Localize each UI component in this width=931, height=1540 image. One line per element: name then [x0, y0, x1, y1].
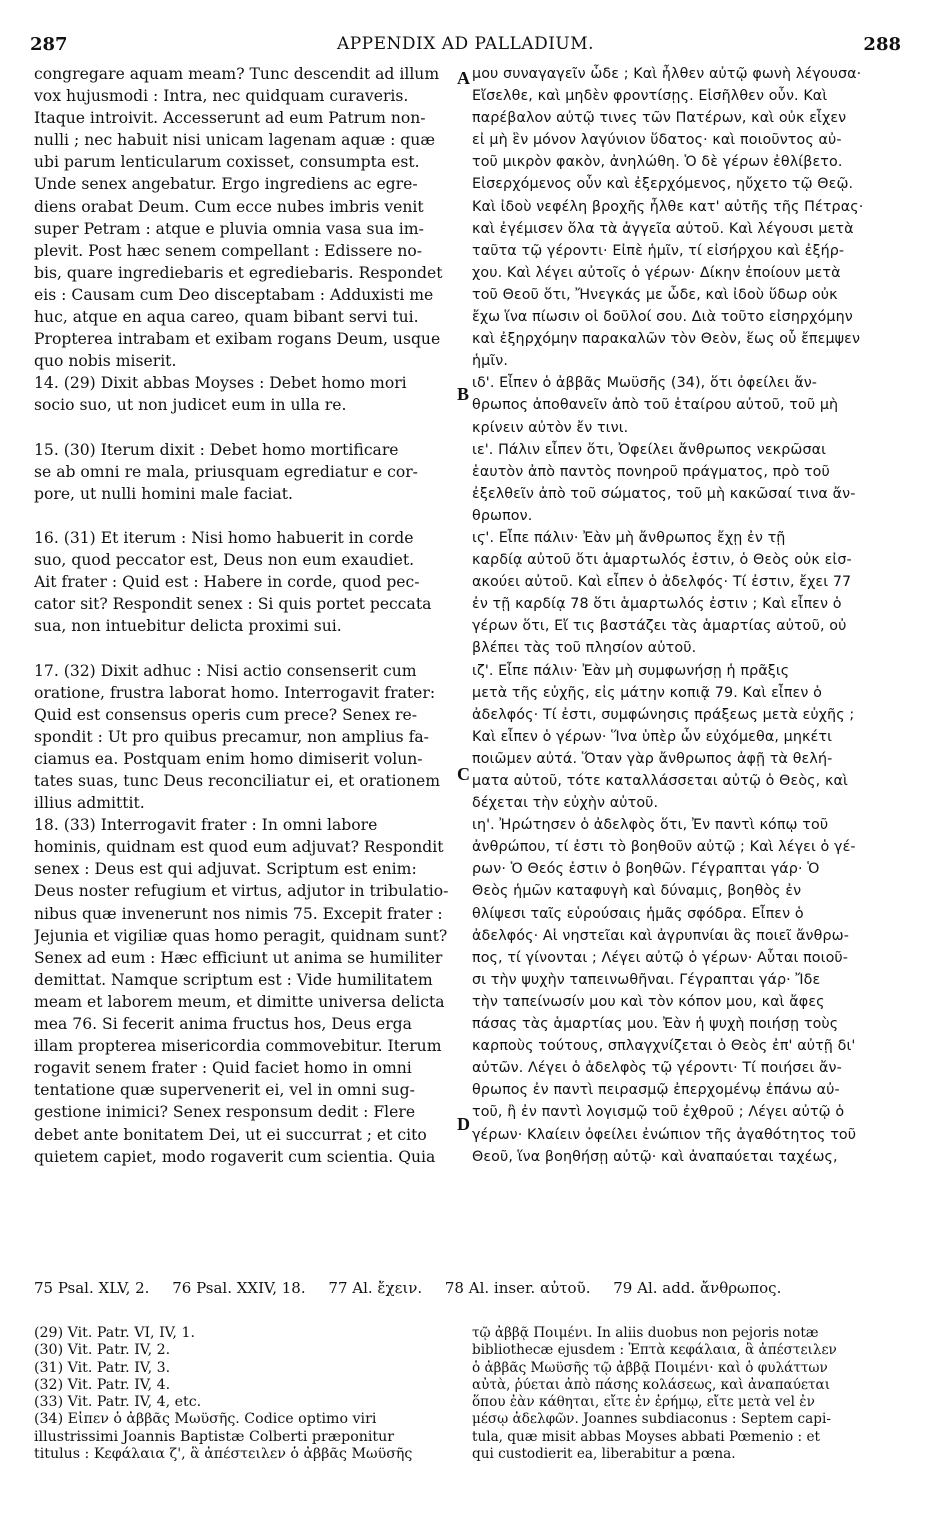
latin-text-line: socio suo, ut non judicet eum in ulla re. — [34, 396, 347, 415]
latin-text-line: hominis, quidnam est quod eum adjuvat? Respondit — [34, 838, 444, 857]
greek-text-line: ιε'. Πάλιν εἶπεν ὅτι, Ὀφείλει ἄνθρωπος νεκρῶσαι — [472, 441, 827, 458]
greek-text-line: ιϛ'. Εἶπε πάλιν· Ἐὰν μὴ ἄνθρωπος ἔχῃ ἐν τῇ — [472, 529, 786, 546]
greek-text-line: τοῦ Θεοῦ ὅτι, Ἤνεγκάς με ὧδε, καὶ ἰδοὺ ὕδωρ οὐκ — [472, 286, 838, 303]
latin-text-line: illius admittit. — [34, 794, 145, 813]
greek-text-line: μετὰ τῆς εὐχῆς, εἰς μάτην κοπιᾷ 79. Καὶ εἶπεν ὁ — [472, 684, 822, 701]
greek-text-line: ιζ'. Εἶπε πάλιν· Ἐὰν μὴ συμφωνήσῃ ἡ πρᾶξις — [472, 662, 790, 679]
latin-text-line: nulli ; nec habuit nisi unicam lagenam aquæ : quæ — [34, 131, 435, 150]
note-line: titulus : Κεφάλαια ζ', ἃ ἀπέστειλεν ὁ ἀββᾶς Μωϋσῆς — [34, 1446, 413, 1463]
latin-text-line: demittat. Namque scriptum est : Vide humilitatem — [34, 970, 433, 989]
note-line: illustrissimi Joannis Baptistæ Colberti præponitur — [34, 1428, 395, 1445]
greek-text-line: τὴν ταπείνωσίν μου καὶ τὸν κόπον μου, καὶ ἄφες — [472, 993, 825, 1010]
latin-text-line: 14. (29) Dixit abbas Moyses : Debet homo mori — [34, 374, 407, 393]
note-line: ὅπου ἐὰν κάθηται, εἴτε ἐν ἐρήμῳ, εἴτε μετὰ vel ἐν — [472, 1394, 815, 1411]
latin-text-line: pore, ut nulli homini male faciat. — [34, 484, 293, 503]
greek-text-line: ἀδελφός· Αἱ νηστεῖαι καὶ ἀγρυπνίαι ἃς ποιεῖ ἄνθρω- — [472, 927, 849, 944]
greek-text-line: ἀδελφός· Τί ἐστι, συμφώνησις πράξεως μετὰ εὐχῆς ; — [472, 706, 855, 723]
greek-text-line: ιδ'. Εἶπεν ὁ ἀββᾶς Μωϋσῆς (34), ὅτι ὀφείλει ἄν- — [472, 375, 818, 392]
latin-text-line: Unde senex angebatur. Ergo ingrediens ac egre- — [34, 175, 418, 194]
latin-text-line: 17. (32) Dixit adhuc : Nisi actio consenserit cum — [34, 661, 417, 680]
latin-text-line: huc, atque en aqua careo, quam bibant servi tui. — [34, 308, 419, 327]
greek-text-line: καὶ ἐξηρχόμην παρακαλῶν τὸν Θεὸν, ἕως οὗ ἔπεμψεν — [472, 331, 861, 348]
greek-text-line: ἐξελθεῖν ἀπὸ τοῦ σώματος, τοῦ μὴ κακῶσαί τινα ἄν- — [472, 485, 856, 502]
greek-text-line: ιη'. Ἠρώτησεν ὁ ἀδελφὸς ὅτι, Ἐν παντὶ κόπῳ τοῦ — [472, 817, 829, 834]
greek-text-line: ἑαυτὸν ἀπὸ παντὸς πονηροῦ πράγματος, πρὸ τοῦ — [472, 463, 830, 480]
greek-text-line: αὐτῶν. Λέγει ὁ ἀδελφὸς τῷ γέροντι· Τί ποιήσει ἄν- — [472, 1060, 842, 1077]
greek-text-line: μου συναγαγεῖν ὧδε ; Καὶ ἦλθεν αὐτῷ φωνὴ λέγουσα· — [472, 66, 862, 82]
note-line: ὁ ἀββᾶς Μωϋσῆς τῷ ἀββᾷ Ποιμένι· καὶ ὁ φυλάττων — [472, 1359, 828, 1376]
note-line: (33) Vit. Patr. IV, 4, etc. — [34, 1394, 202, 1411]
latin-text-line: diens orabat Deum. Cum ecce nubes imbris venit — [34, 197, 424, 216]
latin-text-line: 15. (30) Iterum dixit : Debet homo mortificare — [34, 440, 399, 459]
greek-text-line: ἡμῖν. — [472, 353, 509, 370]
greek-text-line: ματα αὐτοῦ, τότε καταλλάσσεται αὐτῷ ὁ Θεὸς, καὶ — [472, 773, 848, 789]
greek-text-line: καὶ ἐγέμισεν ὅλα τὰ ἀγγεῖα αὐτοῦ. Καὶ λέγουσι μετὰ — [472, 220, 854, 237]
notes-right-column — [472, 1325, 902, 1463]
latin-text-line: Deus noster refugium et virtus, adjutor in tribulatio- — [34, 882, 449, 901]
footnote-75: 75 Psal. XLV, 2. — [34, 1279, 150, 1297]
greek-text-line: ἔχω ἵνα πίωσιν οἱ δοῦλοί σου. Διὰ τοῦτο εἰσηρχόμην — [472, 309, 853, 326]
greek-text-line: Καὶ ἰδοὺ νεφέλη βροχῆς ἦλθε κατ' αὐτῆς τῆς Πέτρας· — [472, 198, 864, 215]
left-page-number: 287 — [30, 34, 68, 55]
latin-text-line: Jejunia et vigiliæ quas homo peragit, quidnam sunt? — [34, 926, 448, 945]
latin-text-line: tentatione quæ supervenerit ei, vel in omni sug- — [34, 1081, 415, 1100]
page-header — [30, 34, 901, 58]
footnote-76: 76 Psal. XXIV, 18. — [172, 1279, 306, 1297]
latin-text-line: plevit. Post hæc senem compellant : Edissere no- — [34, 241, 423, 260]
latin-text-line: senex : Deus est qui adjuvat. Scriptum est enim: — [34, 860, 417, 879]
greek-text-line: παρέβαλον αὐτῷ τινες τῶν Πατέρων, καὶ οὐκ εἶχεν — [472, 110, 847, 127]
greek-text-line: θρωπος ἀποθανεῖν ἀπὸ τοῦ ἑταίρου αὐτοῦ, τοῦ μὴ — [472, 397, 839, 414]
greek-text-line: Θεοῦ, ἵνα βοηθήσῃ αὐτῷ· καὶ ἀναπαύεται ταχέως, — [472, 1148, 838, 1165]
greek-text-line: γέρων ὅτι, Εἴ τις βαστάζει τὰς ἁμαρτίας αὐτοῦ, οὐ — [472, 618, 847, 635]
note-line: (30) Vit. Patr. IV, 2. — [34, 1342, 171, 1359]
running-title: APPENDIX AD PALLADIUM. — [336, 34, 595, 54]
latin-text-line: Itaque introivit. Accesserunt ad eum Patrum non- — [34, 109, 426, 128]
latin-text-line: bis, quare ingrediebaris et egrediebaris. Respondet — [34, 263, 443, 282]
note-line: (31) Vit. Patr. IV, 3. — [34, 1359, 171, 1376]
note-line: μέσῳ ἀδελφῶν. Joannes subdiaconus : Septem capi- — [472, 1411, 831, 1428]
latin-text-line: Quid est consensus operis cum prece? Senex re- — [34, 705, 417, 724]
latin-text-line: suo, quod peccator est, Deus non eum exaudiet. — [34, 551, 415, 570]
footnote-78: 78 Al. inser. αὐτοῦ. — [444, 1279, 591, 1297]
margin-mark-c: C — [457, 764, 470, 784]
latin-text-line — [34, 417, 458, 439]
latin-text-line: ubi parum lenticularum coxisset, consumpta est. — [34, 153, 420, 172]
latin-text-line: Senex ad eum : Hæc efficiunt ut anima se humiliter — [34, 948, 443, 967]
latin-text-line: cator sit? Respondit senex : Si quis portet peccata — [34, 595, 432, 614]
greek-text-line: καρποὺς τούτους, σπλαγχνίζεται ὁ Θεὸς ἐπ' αὐτῇ δι' — [472, 1038, 856, 1055]
greek-text-line: εἰ μὴ ἓν μόνον λαγύνιον ὕδατος· καὶ ποιοῦντος αὐ- — [472, 132, 842, 149]
latin-text-line: mea 76. Si fecerit anima fructus hos, Deus erga — [34, 1015, 412, 1034]
note-line: αὐτὰ, ῥύεται ἀπὸ πάσης κολάσεως, καὶ ἀναπαύεται — [472, 1376, 831, 1393]
greek-text-line: Εἴσελθε, καὶ μηδὲν φροντίσῃς. Εἰσῆλθεν οὖν. Καὶ — [472, 88, 828, 105]
latin-text-line: illam propterea misericordia commovebitur. Iterum — [34, 1037, 442, 1056]
greek-text-line: θρωπον. — [472, 507, 533, 524]
greek-text-line: Εἰσερχόμενος οὖν καὶ ἐξερχόμενος, ηὔχετο τῷ Θεῷ. — [472, 176, 854, 193]
footnote-79: 79 Al. add. ἄνθρωπος. — [613, 1279, 782, 1297]
greek-text-line: τοῦ, ἢ ἐν παντὶ λογισμῷ τοῦ ἐχθροῦ ; Λέγει αὐτῷ ὁ — [472, 1104, 845, 1121]
greek-text-line: Καὶ εἶπεν ὁ γέρων· Ἵνα ὑπὲρ ὧν εὐχόμεθα, μηκέτι — [472, 728, 833, 745]
greek-text-line: κρίνειν αὐτὸν ἔν τινι. — [472, 419, 629, 436]
latin-text-line: super Petram : atque e pluvia omnia vasa sua im- — [34, 219, 424, 238]
greek-text-line: ποιῶμεν αὐτά. Ὅταν γὰρ ἄνθρωπος ἀφῇ τὰ θελή- — [472, 750, 833, 767]
footnote-77: 77 Al. ἔχειν. — [328, 1279, 423, 1297]
latin-text-line: Ait frater : Quid est : Habere in corde, quod pec- — [34, 573, 420, 592]
right-page-number: 288 — [863, 34, 901, 55]
note-line: (34) Εἶπεν ὁ ἀββᾶς Μωϋσῆς. Codice optimo viri — [34, 1411, 377, 1428]
latin-text-line — [34, 505, 458, 527]
greek-text-line: θλίψεσι ταῖς εὑρούσαις ἡμᾶς σφόδρα. Εἶπεν ὁ — [472, 905, 804, 922]
note-line: qui custodierit ea, liberabitur a pœna. — [472, 1446, 736, 1463]
greek-column — [472, 63, 900, 1168]
latin-text-line: Propterea intrabam et exibam rogans Deum, usque — [34, 330, 441, 349]
latin-text-line: oratione, frustra laborat homo. Interrogavit frater: — [34, 683, 436, 702]
latin-text-line: 18. (33) Interrogavit frater : In omni labore — [34, 816, 378, 835]
greek-text-line: πάσας τὰς ἁμαρτίας μου. Ἐὰν ἡ ψυχὴ ποιήσῃ τοὺς — [472, 1016, 839, 1033]
greek-text-line: θρωπος ἐν παντὶ πειρασμῷ ἐπερχομένῳ ἐπάνω αὐ- — [472, 1082, 840, 1099]
notes-left-column — [34, 1325, 458, 1463]
greek-text-line: ἀνθρώπου, τί ἐστι τὸ βοηθοῦν αὐτῷ ; Καὶ λέγει ὁ γέ- — [472, 839, 856, 856]
latin-text-line: congregare aquam meam? Tunc descendit ad illum — [34, 65, 440, 83]
latin-text-line: gestione inimici? Senex responsum dedit : Flere — [34, 1103, 416, 1122]
latin-column — [34, 63, 458, 1168]
greek-text-line: δέχεται τὴν εὐχὴν αὐτοῦ. — [472, 795, 659, 812]
latin-text-line: ciamus ea. Postquam enim homo dimiserit volun- — [34, 749, 423, 768]
margin-mark-d: D — [457, 1114, 470, 1134]
latin-text-line: eis : Causam cum Deo disceptabam : Adduxisti me — [34, 285, 434, 304]
note-line: bibliothecæ ejusdem : Ἑπτὰ κεφάλαια, ἃ ἀπέστειλεν — [472, 1342, 837, 1359]
margin-mark-a: A — [457, 68, 470, 88]
latin-text-line: quietem capiet, modo rogaverit cum scientia. Quia — [34, 1147, 436, 1166]
greek-text-line: ρων· Ὁ Θεός ἐστιν ὁ βοηθῶν. Γέγραπται γάρ· Ὁ — [472, 861, 820, 878]
latin-text-line: se ab omni re mala, priusquam egrediatur e cor- — [34, 462, 418, 481]
latin-text-line: quo nobis miserit. — [34, 352, 177, 371]
latin-text-line: nibus quæ invenerunt nos nimis 75. Excepit frater : — [34, 904, 443, 923]
greek-text-line: τοῦ μικρὸν φακὸν, ἀνηλώθη. Ὁ δὲ γέρων ἐθλίβετο. — [472, 154, 843, 171]
margin-mark-b: B — [457, 384, 470, 404]
latin-text-line: 16. (31) Et iterum : Nisi homo habuerit in corde — [34, 528, 414, 547]
footnotes — [34, 1279, 900, 1297]
latin-text-line: vox hujusmodi : Intra, nec quidquam curaveris. — [34, 87, 409, 106]
latin-text-line: debet ante bonitatem Dei, ut ei succurrat ; et cito — [34, 1125, 427, 1144]
greek-text-line: σι τὴν ψυχὴν ταπεινωθῆναι. Γέγραπται γάρ· Ἴδε — [472, 971, 821, 988]
note-line: (32) Vit. Patr. IV, 4. — [34, 1376, 171, 1393]
greek-text-line: βλέπει τὰς τοῦ πλησίον αὐτοῦ. — [472, 640, 697, 657]
greek-text-line: ταῦτα τῷ γέροντι· Εἰπὲ ἡμῖν, τί εἰσήρχου καὶ ἐξήρ- — [472, 242, 845, 259]
note-line: τῷ ἀββᾷ Ποιμένι. In aliis duobus non pejoris notæ — [472, 1325, 819, 1341]
greek-text-line: ἐν τῇ καρδίᾳ 78 ὅτι ἁμαρτωλός ἐστιν ; Καὶ εἶπεν ὁ — [472, 596, 842, 613]
greek-text-line: πος, τί γίνονται ; Λέγει αὐτῷ ὁ γέρων· Αὗται ποιοῦ- — [472, 949, 849, 966]
latin-text-line: spondit : Ut pro quibus precamur, non amplius fa- — [34, 727, 429, 746]
latin-text-line: tates suas, tunc Deus reconciliatur ei, et orationem — [34, 772, 441, 790]
note-line: tula, quæ misit abbas Moyses abbati Pœmenio : et — [472, 1428, 820, 1445]
greek-text-line: χου. Καὶ λέγει αὐτοῖς ὁ γέρων· Δίκην ἐποίουν μετὰ — [472, 264, 841, 281]
latin-text-line — [34, 637, 458, 659]
greek-text-line: καρδίᾳ αὐτοῦ ὅτι ἁμαρτωλός ἐστιν, ὁ Θεὸς οὐκ εἰσ- — [472, 552, 852, 569]
latin-text-line: sua, non intuebitur delicta proximi sui. — [34, 617, 342, 636]
greek-text-line: ακούει αὐτοῦ. Καὶ εἶπεν ὁ ἀδελφός· Τί ἐστιν, ἔχει 77 — [472, 574, 852, 591]
latin-text-line: meam et laborem meum, et dimitte universa delicta — [34, 992, 445, 1011]
greek-text-line: Θεὸς ἡμῶν καταφυγὴ καὶ δύναμις, βοηθὸς ἐν — [472, 883, 802, 900]
greek-text-line: γέρων· Κλαίειν ὀφείλει ἐνώπιον τῆς ἀγαθότητος τοῦ — [472, 1126, 857, 1143]
latin-text-line: rogavit senem frater : Quid faciet homo in omni — [34, 1059, 412, 1078]
note-line: (29) Vit. Patr. VI, IV, 1. — [34, 1325, 195, 1341]
